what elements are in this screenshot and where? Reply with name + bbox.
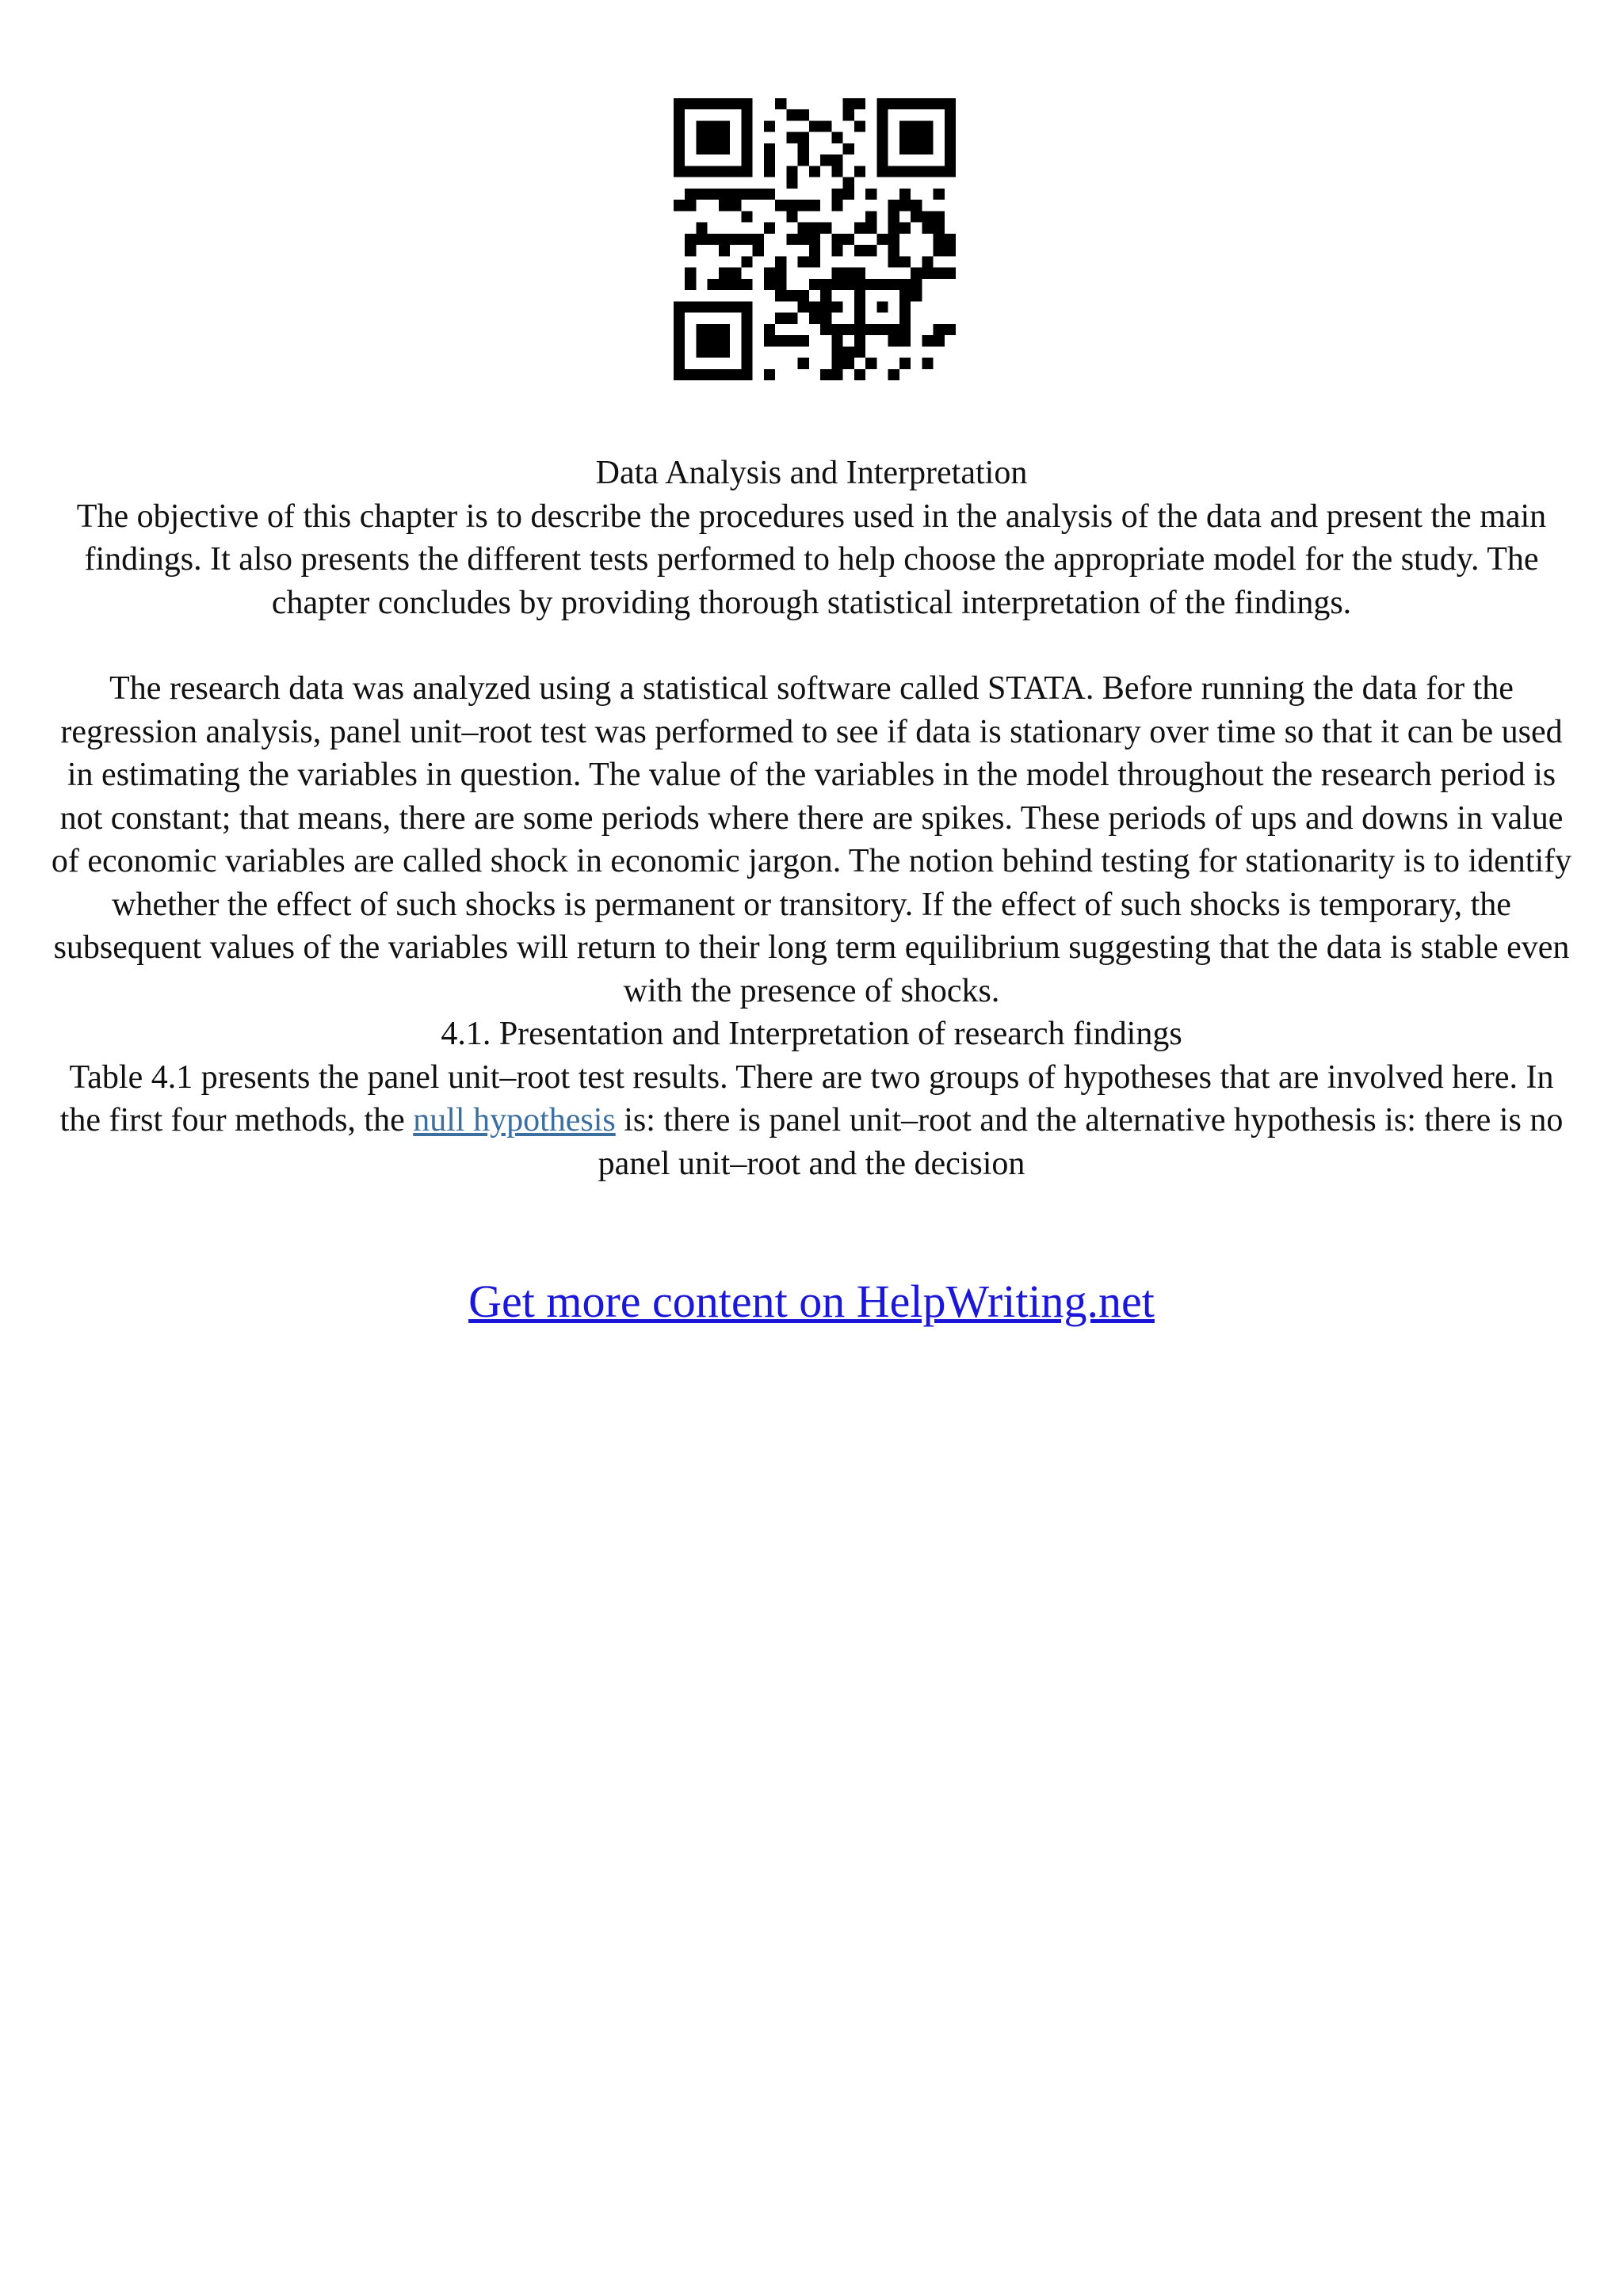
- helpwriting-link[interactable]: Get more content on HelpWriting.net: [468, 1276, 1155, 1327]
- section-heading: 4.1. Presentation and Interpretation of research findings: [441, 1016, 1182, 1052]
- qr-code: [674, 98, 956, 380]
- null-hypothesis-link[interactable]: null hypothesis: [413, 1102, 616, 1138]
- findings-paragraph: [48, 1056, 1575, 1186]
- findings-text-end: is: there is panel unit–root and the alternative hypothesis is: there is no panel unit–root and the decision: [598, 1102, 1564, 1182]
- cta-container: [0, 1274, 1623, 1329]
- paragraph-spacer: [48, 624, 1575, 667]
- qr-code-icon: [674, 98, 956, 380]
- findings-text-start: Table 4.1 presents the panel unit–root test results. There are two groups of hypotheses that are involved here. In the first four methods, the: [59, 1058, 1554, 1138]
- document-body: [48, 452, 1575, 1185]
- intro-paragraph: The objective of this chapter is to describe the procedures used in the analysis of the data and present the main findings. It also presents the different tests performed to help choose the appropriate model for the study. The chapter concludes by providing thorough statistical interpretation of the findings.: [76, 498, 1547, 621]
- document-title: Data Analysis and Interpretation: [595, 455, 1028, 491]
- methodology-paragraph: The research data was analyzed using a statistical software called STATA. Before running the data for the regression analysis, panel unit–root test was performed to see if data is stationary over time so that it can be used in estimating the variables in question. The value of the variables in the model throughout the research period is not constant; that means, there are some periods where there are spikes. These periods of ups and downs in value of economic variables are called shock in economic jargon. The notion behind testing for stationarity is to identify whether the effect of such shocks is permanent or transitory. If the effect of such shocks is temporary, the subsequent values of the variables will return to their long term equilibrium suggesting that the data is stable even with the presence of shocks.: [51, 670, 1572, 1009]
